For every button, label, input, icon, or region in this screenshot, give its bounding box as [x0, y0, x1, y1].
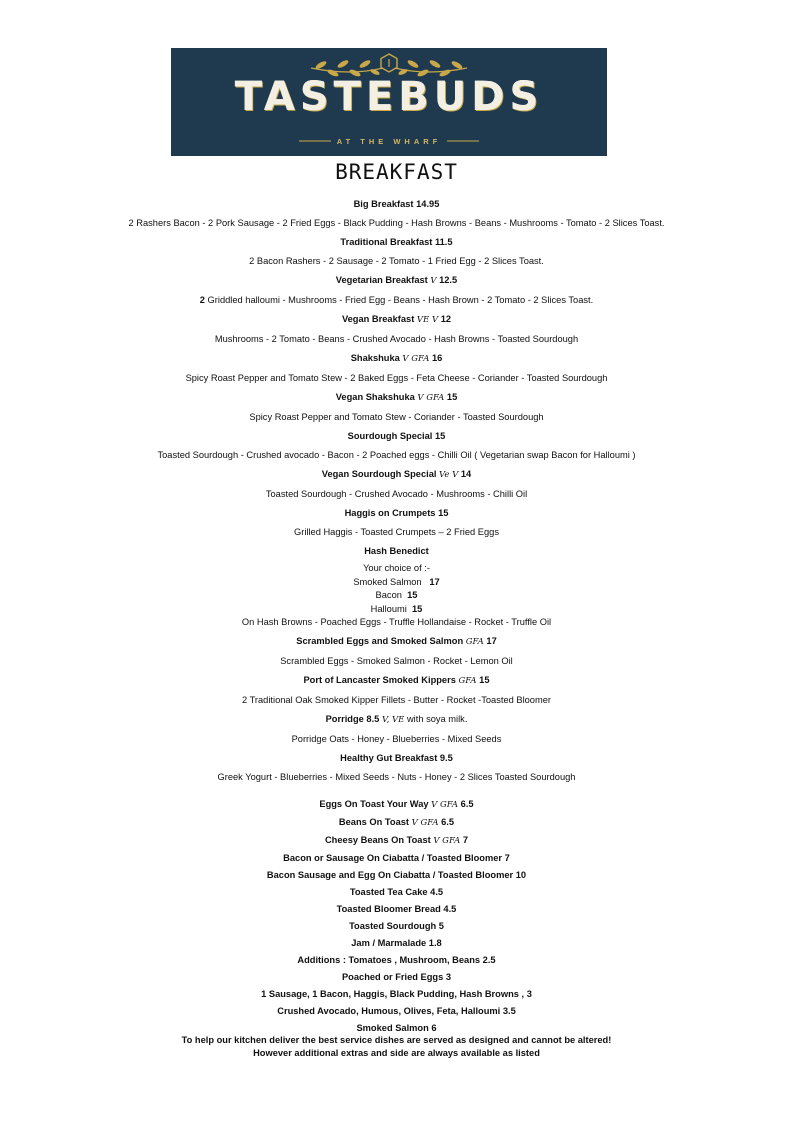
choice-row: Halloumi 15	[370, 603, 423, 614]
menu-item	[60, 198, 733, 230]
menu-list	[60, 198, 733, 1037]
item-name: Crushed Avocado, Humous, Olives, Feta, Halloumi	[277, 1006, 501, 1016]
item-name: Vegan Sourdough Special	[321, 469, 437, 479]
item-description: On Hash Browns - Poached Eggs - Truffle Hollandaise - Rocket - Truffle Oil	[241, 617, 552, 627]
item-name: Jam / Marmalade	[351, 938, 427, 948]
extra-item	[60, 814, 733, 832]
item-name: Cheesy Beans On Toast	[324, 835, 431, 845]
item-heading	[60, 274, 733, 288]
menu-item	[60, 391, 733, 424]
menu-item	[60, 313, 733, 346]
item-price: 17	[486, 636, 497, 646]
item-description: 2 Rashers Bacon - 2 Pork Sausage - 2 Fried Eggs - Black Pudding - Hash Browns - Beans - Mushrooms - Tomato - 2 Slices Toast.	[128, 218, 665, 228]
item-note: with soya milk.	[406, 714, 468, 724]
item-description-qty: 2	[199, 295, 205, 305]
item-name: Bacon Sausage and Egg On Ciabatta / Toasted Bloomer	[266, 870, 514, 880]
dietary-tags: VE V	[416, 315, 439, 325]
item-description: Scrambled Eggs - Smoked Salmon - Rocket - Lemon Oil	[280, 656, 513, 666]
menu-item	[60, 468, 733, 501]
extra-item	[60, 796, 733, 814]
item-name: Beans On Toast	[338, 817, 410, 827]
extra-item	[60, 850, 733, 867]
dietary-tags: V	[430, 276, 437, 286]
item-name: Toasted Sourdough	[349, 921, 437, 931]
item-description: Toasted Sourdough - Crushed avocado - Bacon - 2 Poached eggs - Chilli Oil ( Vegetarian swap Bacon for Halloumi )	[157, 450, 636, 460]
item-name: Toasted Bloomer Bread	[336, 904, 441, 914]
item-price: 7	[504, 853, 510, 863]
item-heading	[60, 468, 733, 482]
menu-item	[60, 635, 733, 668]
menu-item-hash-benedict	[60, 545, 733, 629]
item-heading	[60, 635, 733, 649]
dietary-tags: Ve V	[439, 470, 459, 480]
item-price: 6.5	[441, 817, 455, 827]
item-name: Porridge	[325, 714, 364, 724]
item-name: Port of Lancaster Smoked Kippers	[303, 675, 456, 685]
item-description: 2 Traditional Oak Smoked Kipper Fillets - Butter - Rocket -Toasted Bloomer	[242, 695, 551, 705]
extra-item	[60, 867, 733, 884]
menu-item	[60, 507, 733, 539]
item-price: 4.5	[430, 887, 444, 897]
choice-row: Smoked Salmon 17	[353, 576, 440, 587]
spacer	[60, 784, 733, 790]
dietary-tags: V GFA	[402, 354, 430, 364]
brand-name: TASTEBUDS	[234, 74, 544, 120]
item-price: 10	[515, 870, 527, 880]
item-name: Vegan Breakfast	[341, 314, 415, 324]
footer-line-2: However additional extras and side are always available as listed	[253, 1048, 540, 1058]
item-name: Haggis on Crumpets	[344, 508, 436, 518]
item-name: Vegetarian Breakfast	[335, 275, 428, 285]
item-name: Big Breakfast	[353, 199, 414, 209]
item-price: 3.5	[502, 1006, 516, 1016]
extra-item	[60, 884, 733, 901]
menu-item	[60, 430, 733, 462]
item-name: Sourdough Special	[347, 431, 433, 441]
item-heading	[60, 391, 733, 405]
item-heading	[60, 430, 733, 443]
menu-item	[60, 674, 733, 707]
menu-item	[60, 352, 733, 385]
dietary-tags: V GFA	[411, 818, 439, 828]
item-name: Eggs On Toast Your Way	[319, 799, 429, 809]
item-price: 5	[438, 921, 444, 931]
item-price: 15	[446, 392, 458, 402]
menu-item	[60, 713, 733, 746]
extra-item	[60, 986, 733, 1003]
item-description: Porridge Oats - Honey - Blueberries - Mixed Seeds	[291, 734, 502, 744]
logo-banner	[171, 48, 607, 156]
item-price: 1.8	[428, 938, 442, 948]
item-price: 16	[431, 353, 443, 363]
menu-item	[60, 752, 733, 784]
extra-item	[60, 952, 733, 969]
item-heading	[60, 752, 733, 765]
item-name: Healthy Gut Breakfast	[340, 753, 438, 763]
item-price: 15	[438, 508, 449, 518]
footer-note	[0, 1034, 793, 1060]
item-description: Mushrooms - 2 Tomato - Beans - Crushed Avocado - Hash Browns - Toasted Sourdough	[214, 334, 579, 344]
item-name: 1 Sausage, 1 Bacon, Haggis, Black Pudding, Hash Browns ,	[261, 989, 525, 999]
item-heading	[60, 198, 733, 211]
hash-benedict-choices	[60, 562, 733, 616]
item-description: 2 Bacon Rashers - 2 Sausage - 2 Tomato - 1 Fried Egg - 2 Slices Toast.	[249, 256, 544, 266]
item-heading	[60, 674, 733, 688]
item-price: 14.95	[416, 199, 440, 209]
footer-line-1: To help our kitchen deliver the best service dishes are served as designed and cannot be altered!	[181, 1035, 612, 1045]
item-name: Toasted Tea Cake	[349, 887, 428, 897]
extra-item	[60, 832, 733, 850]
dietary-tags: V GFA	[417, 393, 445, 403]
item-price: 15	[479, 675, 490, 685]
item-price: 3	[445, 972, 452, 982]
item-description: Greek Yogurt - Blueberries - Mixed Seeds - Nuts - Honey - 2 Slices Toasted Sourdough	[217, 772, 576, 782]
extra-item	[60, 901, 733, 918]
item-description: Grilled Haggis - Toasted Crumpets – 2 Fried Eggs	[294, 527, 499, 537]
extra-item	[60, 918, 733, 935]
item-price: 12	[440, 314, 452, 324]
dietary-tags: GFA	[458, 676, 477, 686]
item-name: Poached or Fried Eggs	[341, 972, 444, 982]
item-description: Toasted Sourdough - Crushed Avocado - Mushrooms - Chilli Oil	[265, 489, 528, 499]
item-price: 2.5	[482, 955, 496, 965]
item-description: Spicy Roast Pepper and Tomato Stew - Coriander - Toasted Sourdough	[249, 412, 544, 422]
dietary-tags: V GFA	[433, 836, 461, 846]
item-price: 6	[431, 1023, 437, 1033]
choice-intro: Your choice of :-	[363, 563, 430, 573]
extra-item	[60, 969, 733, 986]
choice-row: Bacon 15	[375, 590, 418, 600]
menu-item	[60, 236, 733, 268]
item-heading	[60, 236, 733, 249]
item-heading	[60, 507, 733, 520]
dietary-tags: V GFA	[431, 800, 459, 810]
menu-title: BREAKFAST	[335, 160, 458, 184]
item-price: 14	[460, 469, 472, 479]
item-description: Spicy Roast Pepper and Tomato Stew - 2 Baked Eggs - Feta Cheese - Coriander - Toasted Sourdough	[185, 373, 608, 383]
item-price: 8.5	[366, 714, 380, 724]
item-name: Smoked Salmon	[356, 1023, 429, 1033]
item-heading	[60, 352, 733, 366]
item-description: 2 Griddled halloumi - Mushrooms - Fried Egg - Beans - Hash Brown - 2 Tomato - 2 Slices Toast.	[199, 295, 594, 305]
brand-tagline: AT THE WHARF	[336, 137, 442, 146]
item-price: 11.5	[434, 237, 453, 247]
item-price: 6.5	[460, 799, 474, 809]
menu-item	[60, 274, 733, 307]
item-price: 15	[434, 431, 446, 441]
item-name: Shakshuka	[350, 353, 400, 363]
dietary-tags: GFA	[465, 637, 484, 647]
item-name: Scrambled Eggs and Smoked Salmon	[296, 636, 464, 646]
item-heading	[60, 313, 733, 327]
item-name: Additions : Tomatoes , Mushroom, Beans	[297, 955, 481, 965]
item-price: 7	[462, 835, 469, 845]
item-price: 12.5	[439, 275, 458, 285]
dietary-tags: V, VE	[381, 715, 405, 725]
item-price: 9.5	[439, 753, 453, 763]
item-name: Bacon or Sausage On Ciabatta / Toasted Bloomer	[283, 853, 503, 863]
item-name: Traditional Breakfast	[340, 237, 433, 247]
extra-item	[60, 1003, 733, 1020]
item-heading	[60, 713, 733, 727]
item-name: Vegan Shakshuka	[335, 392, 415, 402]
item-price: 3	[526, 989, 532, 999]
item-price: 4.5	[443, 904, 457, 914]
item-name: Hash Benedict	[364, 546, 429, 556]
extra-item	[60, 935, 733, 952]
